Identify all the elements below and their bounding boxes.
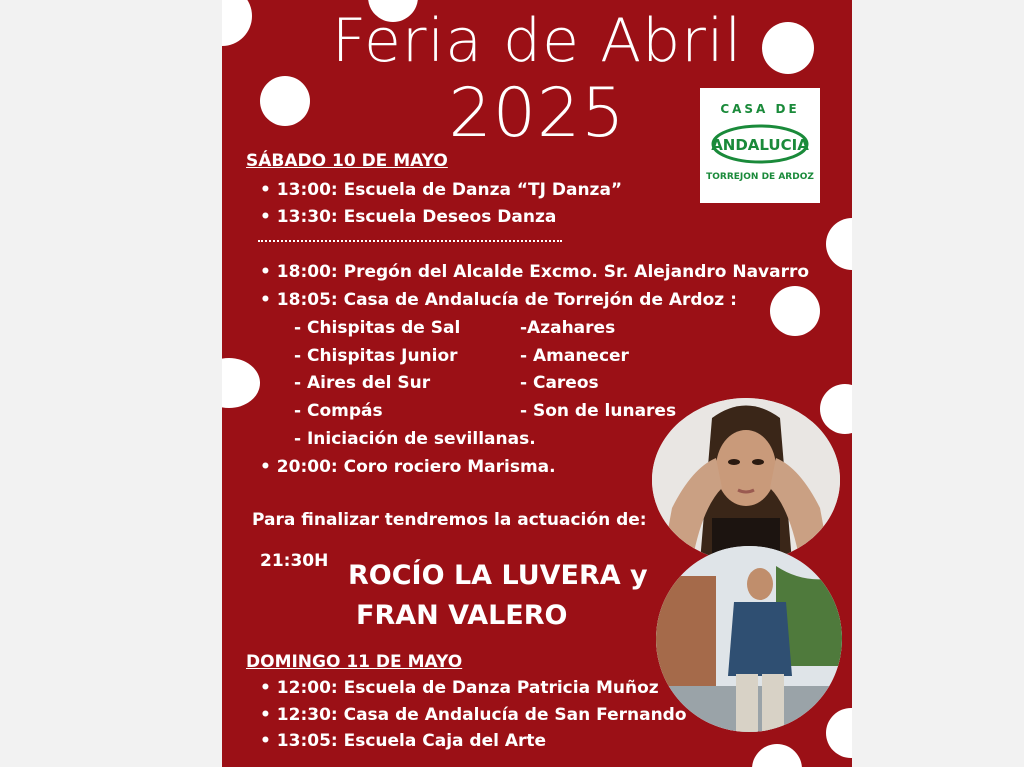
casa-andalucia-logo xyxy=(700,88,820,203)
poster-year: 2025 xyxy=(448,74,626,153)
group-name: - Careos xyxy=(520,373,599,393)
dotted-divider xyxy=(258,240,562,242)
schedule-item: • 13:00: Escuela de Danza “TJ Danza” xyxy=(260,180,623,200)
logo-text-top: CASA DE xyxy=(720,102,800,116)
sunday-heading: DOMINGO 11 DE MAYO xyxy=(246,652,463,672)
schedule-item: • 12:00: Escuela de Danza Patricia Muñoz xyxy=(260,678,659,698)
schedule-item: • 12:30: Casa de Andalucía de San Fernando xyxy=(260,705,687,725)
group-name: - Compás xyxy=(294,401,383,421)
logo-emblem xyxy=(710,122,810,166)
polka-dot xyxy=(770,286,820,336)
schedule-item: • 18:05: Casa de Andalucía de Torrejón de Ardoz : xyxy=(260,290,737,310)
polka-dot xyxy=(826,708,852,758)
group-name: - Son de lunares xyxy=(520,401,677,421)
schedule-item: • 20:00: Coro rociero Marisma. xyxy=(260,457,556,477)
poster-title: Feria de Abril xyxy=(331,6,743,76)
logo-text-bottom: TORREJON DE ARDOZ xyxy=(706,172,814,182)
saturday-heading: SÁBADO 10 DE MAYO xyxy=(246,151,448,171)
polka-dot xyxy=(752,744,802,767)
logo-text-mid: ANDALUCIA xyxy=(711,136,809,154)
group-name: - Chispitas Junior xyxy=(294,346,458,366)
artist-photo-rocio xyxy=(652,398,840,562)
schedule-item: • 13:30: Escuela Deseos Danza xyxy=(260,207,557,227)
finale-intro: Para finalizar tendremos la actuación de: xyxy=(252,510,647,530)
schedule-item: • 18:00: Pregón del Alcalde Excmo. Sr. Alejandro Navarro xyxy=(260,262,810,282)
portrait-illustration xyxy=(652,398,840,562)
group-name: - Iniciación de sevillanas. xyxy=(294,429,536,449)
group-name: - Aires del Sur xyxy=(294,373,431,393)
event-poster xyxy=(222,0,852,767)
group-name: - Chispitas de Sal xyxy=(294,318,461,338)
polka-dot xyxy=(222,358,260,408)
group-name: - Amanecer xyxy=(520,346,629,366)
group-name: -Azahares xyxy=(520,318,616,338)
polka-dot xyxy=(820,384,852,434)
polka-dot xyxy=(826,218,852,270)
finale-time: 21:30H xyxy=(260,551,329,571)
artist-line-1: ROCÍO LA LUVERA y xyxy=(348,560,648,591)
artist-line-2: FRAN VALERO xyxy=(356,600,568,631)
schedule-item: • 13:05: Escuela Caja del Arte xyxy=(260,731,547,751)
